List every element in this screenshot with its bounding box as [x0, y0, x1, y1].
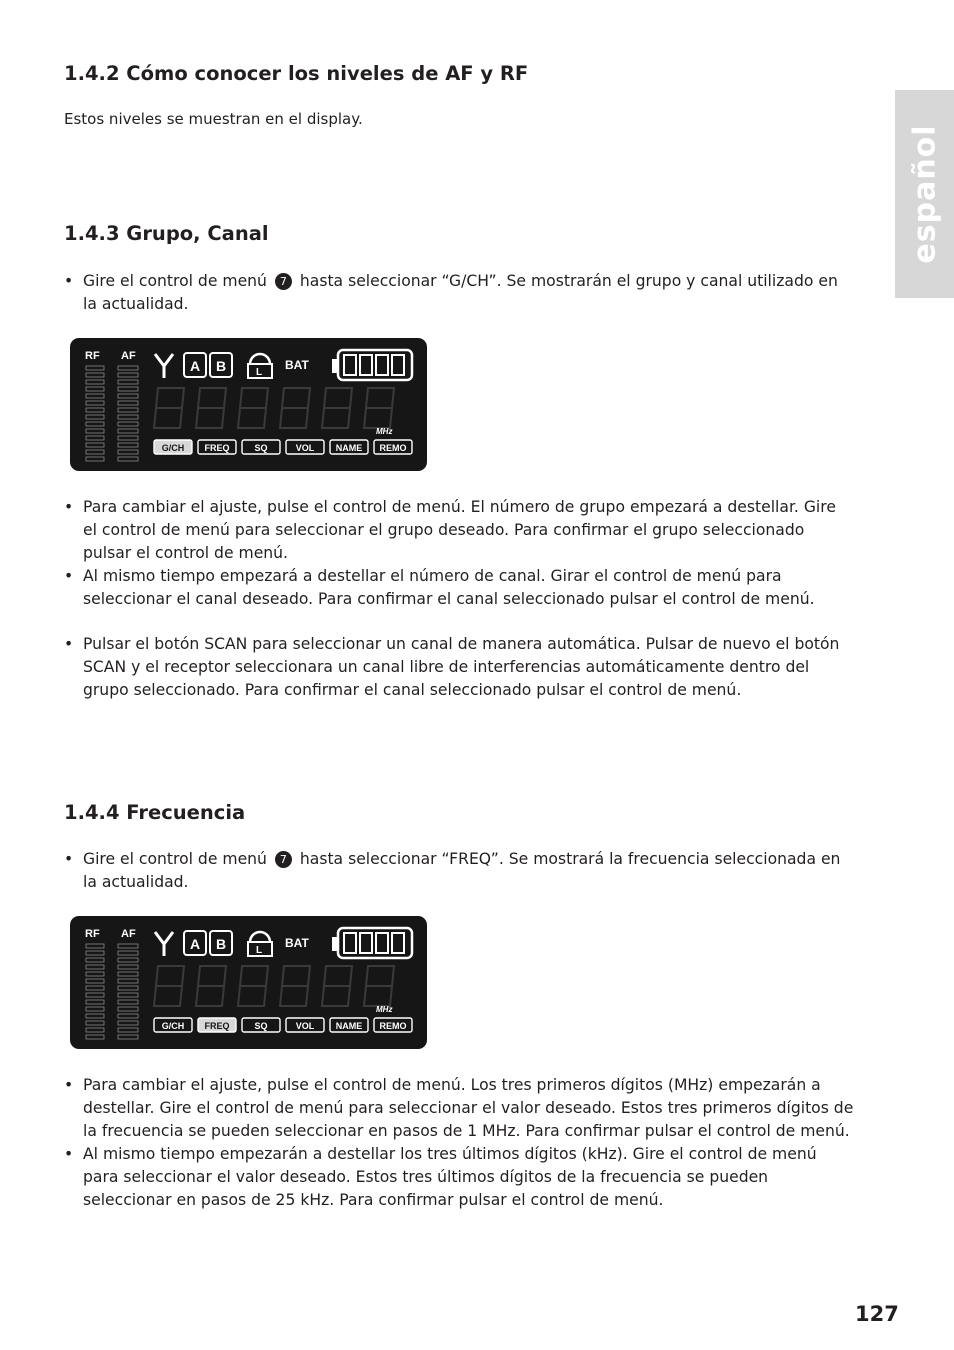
lcd-display-freq-graphic	[70, 916, 427, 1049]
list-item	[64, 848, 854, 894]
rf-meter-segment	[86, 1035, 104, 1039]
rf-label: RF	[85, 928, 100, 940]
page-number: 127	[855, 1302, 899, 1326]
af-meter-segment	[118, 944, 138, 948]
lcd-digit-segment	[154, 966, 184, 1006]
list-item: • Al mismo tiempo empezarán a destellar los tres últimos dígitos (kHz). Gire el control de menú para seleccionar el valor deseado. Estos tres últimos dígitos de la frecuencia se pueden seleccionar en pasos de 25 kHz. Para confirmar pulsar el control de menú.	[64, 1143, 854, 1212]
af-meter-segment	[118, 422, 138, 426]
menu-item-label: VOL	[295, 443, 315, 453]
diversity-a-label: A	[190, 936, 201, 952]
lcd-display-gch-graphic	[70, 338, 427, 471]
bullet-text: Gire el control de menú	[83, 850, 267, 868]
diversity-b-label: B	[216, 936, 227, 952]
af-meter-segment	[118, 958, 138, 962]
af-meter-segment	[118, 366, 138, 370]
menu-item-label: G/CH	[161, 1021, 185, 1031]
lcd-digit-segment	[238, 966, 268, 1006]
section-1-4-3-list	[64, 496, 854, 702]
rf-meter-segment	[86, 979, 104, 983]
lock-icon	[250, 932, 270, 942]
rf-meter-segment	[86, 429, 104, 433]
lcd-display-freq	[70, 916, 427, 1049]
af-meter-segment	[118, 387, 138, 391]
lcd-digit-segment	[280, 388, 310, 428]
menu-item-label: NAME	[335, 443, 363, 453]
af-label: AF	[121, 928, 136, 940]
lcd-digit-segment	[280, 966, 310, 1006]
rf-meter-segment	[86, 415, 104, 419]
section-title-1-4-2: 1.4.2 Cómo conocer los niveles de AF y RF	[64, 62, 529, 85]
af-label: AF	[121, 350, 136, 362]
control-7-badge: 7	[275, 851, 292, 868]
section-title-1-4-4: 1.4.4 Frecuencia	[64, 801, 246, 824]
bullet-text: hasta seleccionar “G/CH”. Se mostrarán el grupo y canal utilizado en la actualidad.	[83, 272, 838, 313]
rf-meter-segment	[86, 1028, 104, 1032]
list-item: • Para cambiar el ajuste, pulse el control de menú. Los tres primeros dígitos (MHz) empezarán a destellar. Gire el control de menú para seleccionar el valor deseado. Estos tres primeros dígitos de la frecuencia se pueden seleccionar en pasos de 1 MHz. Para confirmar pulsar el control de menú.	[64, 1074, 854, 1143]
af-meter-segment	[118, 373, 138, 377]
rf-meter-segment	[86, 457, 104, 461]
section-1-4-4-intro-list	[64, 848, 854, 894]
rf-meter-segment	[86, 366, 104, 370]
lock-label: L	[256, 367, 263, 378]
rf-meter-segment	[86, 422, 104, 426]
af-meter-segment	[118, 965, 138, 969]
lock-icon	[250, 354, 270, 364]
antenna-icon	[155, 932, 173, 956]
af-meter-segment	[118, 1000, 138, 1004]
rf-meter-segment	[86, 986, 104, 990]
menu-item-label: REMO	[379, 1021, 407, 1031]
af-meter-segment	[118, 401, 138, 405]
rf-meter-segment	[86, 436, 104, 440]
rf-meter-segment	[86, 972, 104, 976]
af-meter-segment	[118, 394, 138, 398]
battery-label: BAT	[285, 358, 309, 372]
af-meter-segment	[118, 1035, 138, 1039]
af-meter-segment	[118, 443, 138, 447]
lcd-digit-segment	[154, 388, 184, 428]
rf-meter-segment	[86, 965, 104, 969]
section-1-4-4-list	[64, 1074, 854, 1212]
lcd-digit-segment	[196, 388, 226, 428]
rf-meter-segment	[86, 958, 104, 962]
af-meter-segment	[118, 380, 138, 384]
menu-item-label: FREQ	[204, 1021, 230, 1031]
rf-label: RF	[85, 350, 100, 362]
control-7-badge: 7	[275, 273, 292, 290]
af-meter-segment	[118, 429, 138, 433]
language-tab-label: español	[907, 124, 942, 264]
lcd-digit-segment	[196, 966, 226, 1006]
list-item: • Pulsar el botón SCAN para seleccionar un canal de manera automática. Pulsar de nuevo el botón SCAN y el receptor seleccionara un canal libre de interferencias automáticamente dentro del grupo seleccionado. Para confirmar el canal seleccionado pulsar el control de menú.	[64, 633, 854, 702]
unit-label: MHz	[376, 1005, 393, 1014]
rf-meter-segment	[86, 951, 104, 955]
battery-bar	[344, 933, 356, 953]
rf-meter-segment	[86, 1021, 104, 1025]
rf-meter-segment	[86, 394, 104, 398]
menu-item-label: NAME	[335, 1021, 363, 1031]
af-meter-segment	[118, 1021, 138, 1025]
rf-meter-segment	[86, 387, 104, 391]
list-item: • Para cambiar el ajuste, pulse el control de menú. El número de grupo empezará a destellar. Gire el control de menú para seleccionar el grupo deseado. Para confirmar el grupo seleccionado pulsar el control de menú.	[64, 496, 854, 565]
menu-item-label: VOL	[295, 1021, 315, 1031]
lcd-digit-segment	[364, 388, 394, 428]
bullet-text: hasta seleccionar “FREQ”. Se mostrará la frecuencia seleccionada en la actualidad.	[83, 850, 841, 891]
menu-item-label: REMO	[379, 443, 407, 453]
battery-bar	[376, 933, 388, 953]
language-tab	[895, 90, 954, 298]
lock-label: L	[256, 945, 263, 956]
af-meter-segment	[118, 450, 138, 454]
list-item: • Al mismo tiempo empezará a destellar el número de canal. Girar el control de menú para seleccionar el canal deseado. Para confirmar el canal seleccionado pulsar el control de menú.	[64, 565, 854, 611]
menu-item-label: G/CH	[161, 443, 185, 453]
af-meter-segment	[118, 457, 138, 461]
section-1-4-2-intro: Estos niveles se muestran en el display.	[64, 110, 363, 128]
unit-label: MHz	[376, 427, 393, 436]
rf-meter-segment	[86, 1000, 104, 1004]
rf-meter-segment	[86, 373, 104, 377]
lcd-digit-segment	[364, 966, 394, 1006]
diversity-b-label: B	[216, 358, 227, 374]
af-meter-segment	[118, 1028, 138, 1032]
rf-meter-segment	[86, 1014, 104, 1018]
list-item	[64, 270, 854, 316]
af-meter-segment	[118, 951, 138, 955]
lcd-digit-segment	[322, 966, 352, 1006]
battery-bar	[344, 355, 356, 375]
af-meter-segment	[118, 993, 138, 997]
section-1-4-3-intro-list	[64, 270, 854, 316]
section-title-1-4-3: 1.4.3 Grupo, Canal	[64, 222, 269, 245]
rf-meter-segment	[86, 401, 104, 405]
af-meter-segment	[118, 1007, 138, 1011]
rf-meter-segment	[86, 1007, 104, 1011]
bullet-text: Gire el control de menú	[83, 272, 267, 290]
rf-meter-segment	[86, 443, 104, 447]
rf-meter-segment	[86, 408, 104, 412]
rf-meter-segment	[86, 944, 104, 948]
af-meter-segment	[118, 1014, 138, 1018]
af-meter-segment	[118, 972, 138, 976]
menu-item-label: FREQ	[204, 443, 230, 453]
lcd-display-gch	[70, 338, 427, 471]
battery-bar	[360, 933, 372, 953]
diversity-a-label: A	[190, 358, 201, 374]
af-meter-segment	[118, 408, 138, 412]
battery-bar	[392, 355, 404, 375]
lcd-digit-segment	[238, 388, 268, 428]
af-meter-segment	[118, 415, 138, 419]
af-meter-segment	[118, 979, 138, 983]
battery-bar	[392, 933, 404, 953]
battery-bar	[360, 355, 372, 375]
antenna-icon	[155, 354, 173, 378]
battery-label: BAT	[285, 936, 309, 950]
rf-meter-segment	[86, 450, 104, 454]
menu-item-label: SQ	[254, 1021, 268, 1031]
rf-meter-segment	[86, 380, 104, 384]
af-meter-segment	[118, 986, 138, 990]
lcd-digit-segment	[322, 388, 352, 428]
menu-item-label: SQ	[254, 443, 268, 453]
rf-meter-segment	[86, 993, 104, 997]
af-meter-segment	[118, 436, 138, 440]
battery-bar	[376, 355, 388, 375]
